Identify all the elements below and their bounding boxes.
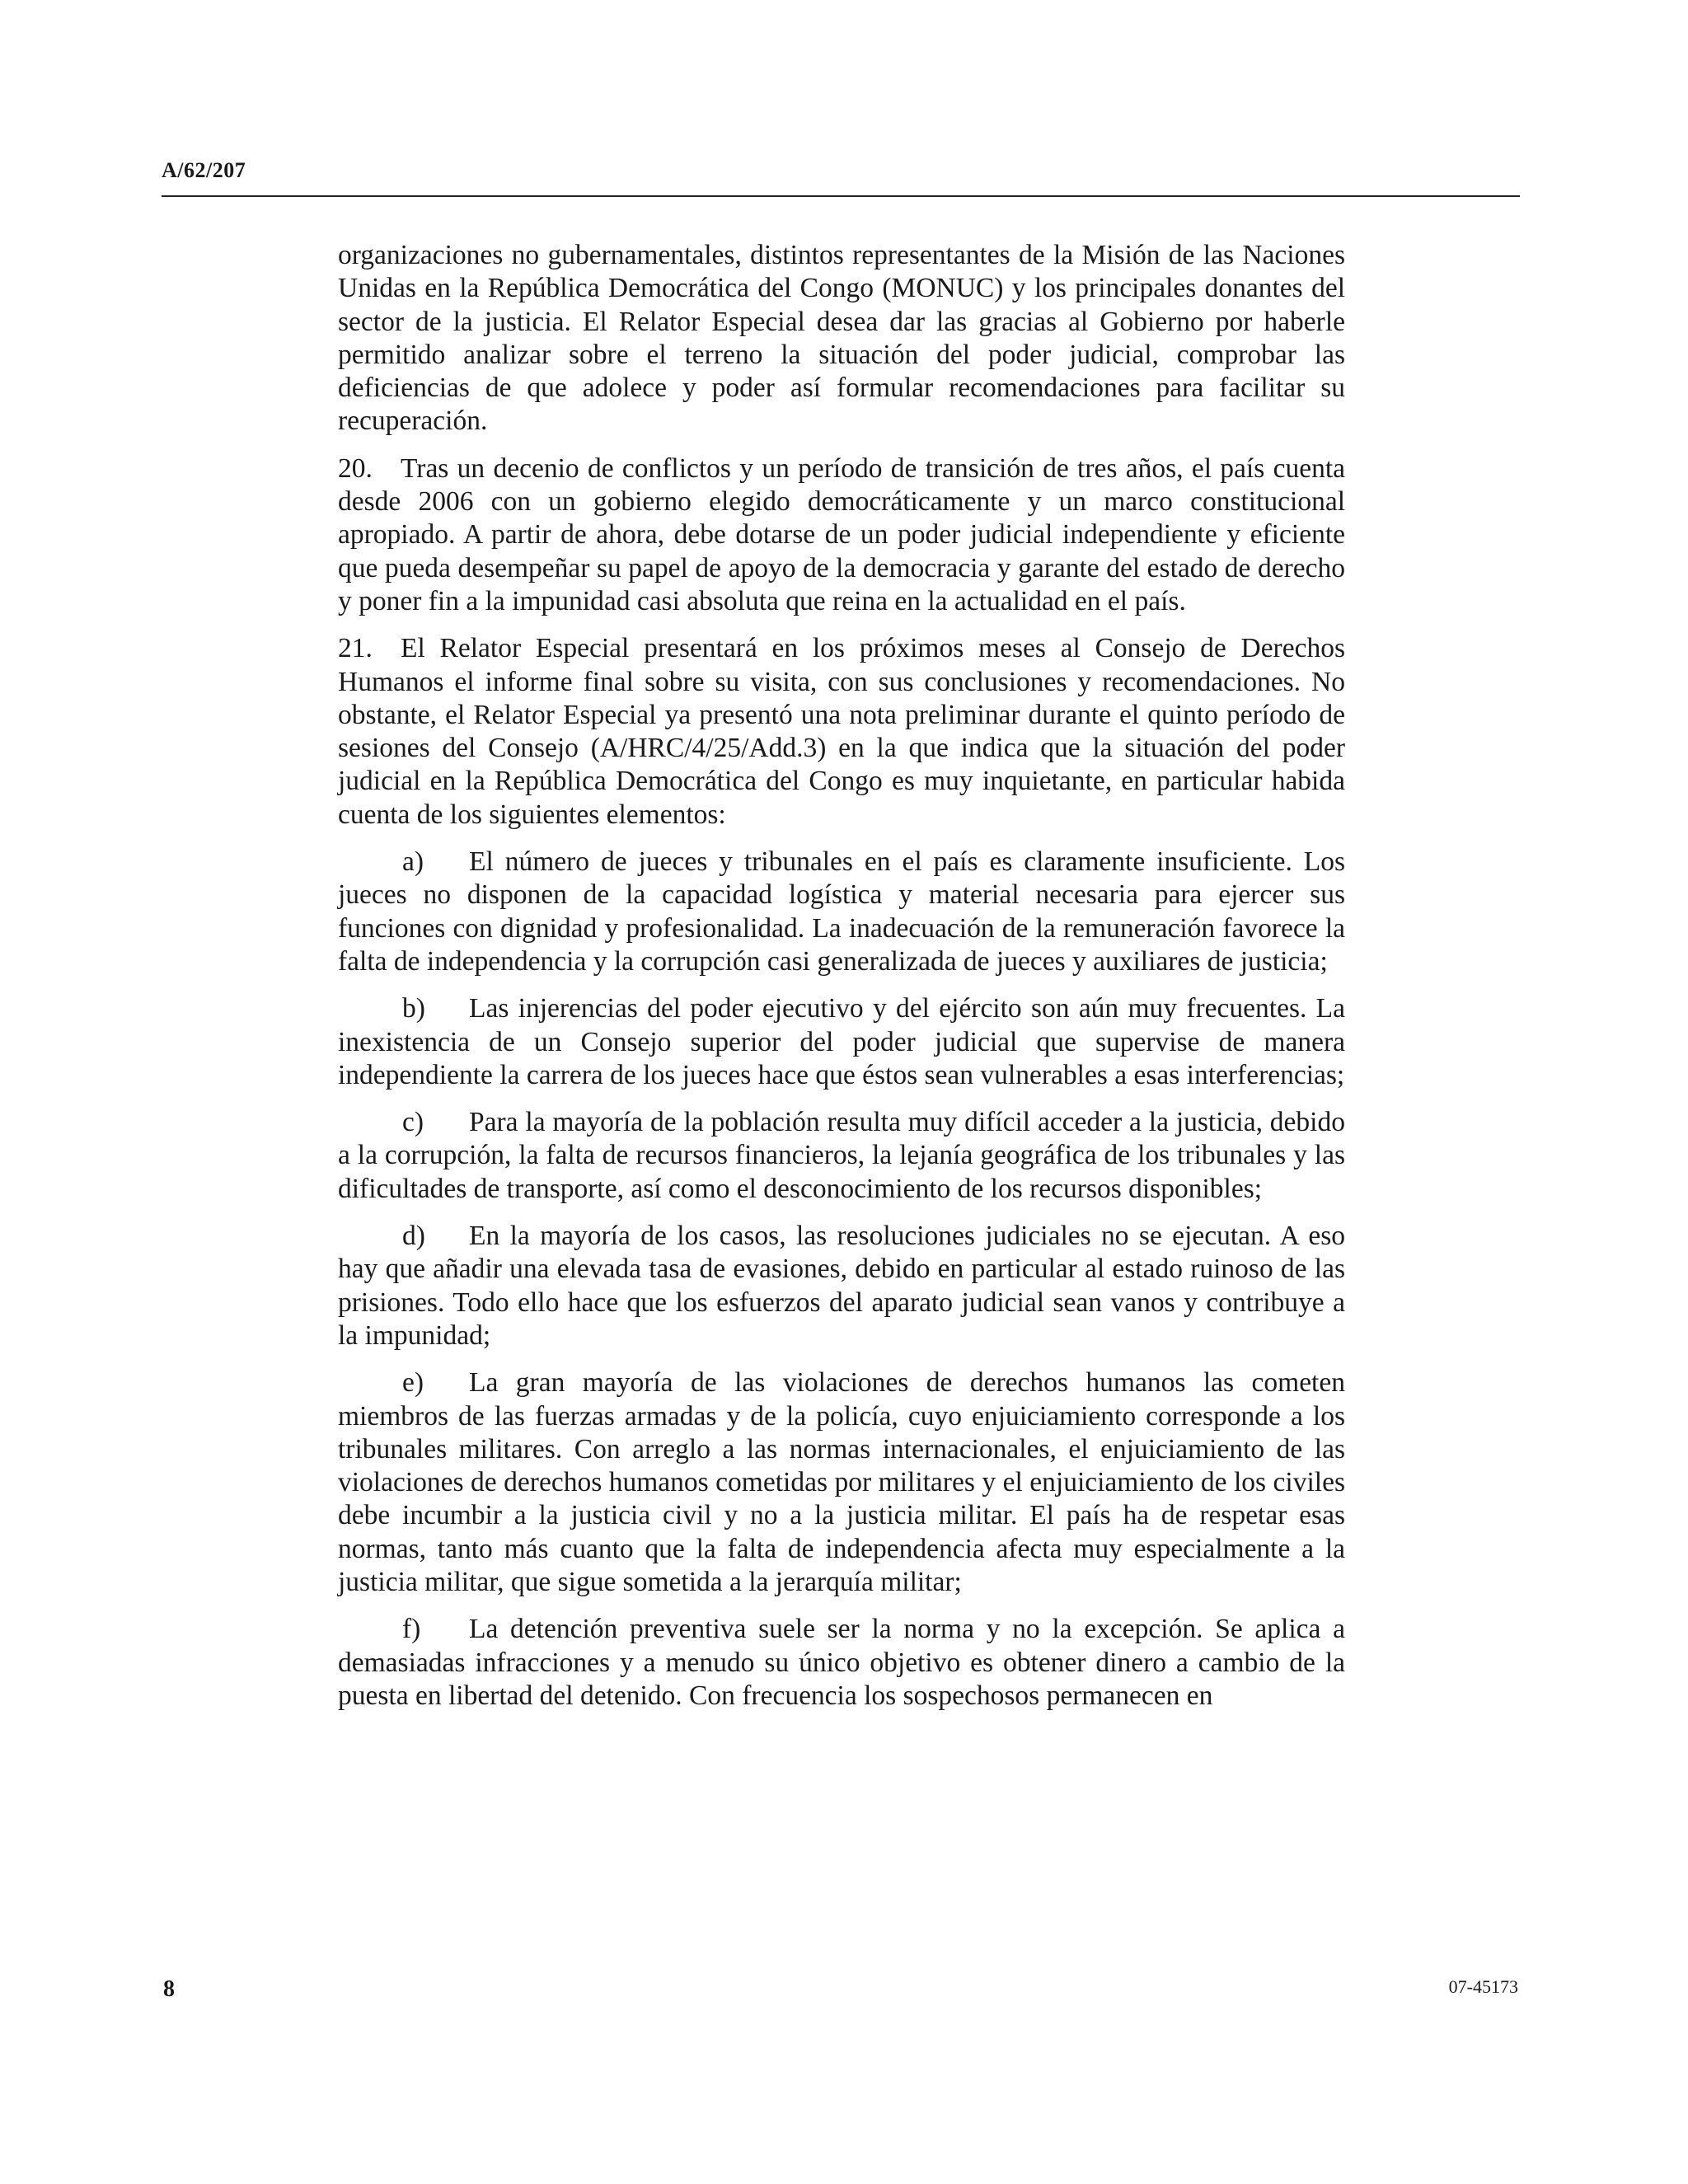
- list-item-b: [338, 992, 1345, 1092]
- paragraph-text: Tras un decenio de conflictos y un período de transición de tres años, el país cuenta desde 2006 con un gobierno elegido democráticamente y un marco constitucional apropiado. A partir de ahora, debe dotarse de un poder judicial independiente y eficiente que pueda desempeñar su papel de apoyo de la democracia y garante del estado de derecho y poner fin a la impunidad casi absoluta que reina en la actualidad en el país.: [338, 452, 1345, 616]
- list-item-a: [338, 846, 1345, 978]
- item-label: c): [402, 1107, 424, 1138]
- paragraph-20: [338, 452, 1345, 618]
- item-label: f): [402, 1614, 421, 1645]
- list-item-c: [338, 1106, 1345, 1206]
- document-code: 07-45173: [1448, 1976, 1518, 1997]
- document-symbol: A/62/207: [162, 158, 246, 182]
- header-rule: [162, 195, 1520, 197]
- item-text: Las injerencias del poder ejecutivo y del ejército son aún muy frecuentes. La inexistencia de un Consejo superior del poder judicial que supervise de manera independiente la carrera de los jueces hace que éstos sean vulnerables a esas interferencias;: [338, 993, 1345, 1090]
- item-text: La detención preventiva suele ser la norma y no la excepción. Se aplica a demasiadas infracciones y a menudo su único objetivo es obtener dinero a cambio de la puesta en libertad del detenido. Con frecuencia los sospechosos permanecen en: [338, 1614, 1345, 1711]
- document-body: [338, 239, 1345, 1727]
- item-label: d): [402, 1221, 425, 1252]
- item-text: En la mayoría de los casos, las resoluciones judiciales no se ejecutan. A eso hay que añadir una elevada tasa de evasiones, debido en particular al estado ruinoso de las prisiones. Todo ello hace que los esfuerzos del aparato judicial sean vanos y contribuye a la impunidad;: [338, 1221, 1345, 1351]
- item-text: La gran mayoría de las violaciones de derechos humanos las cometen miembros de las fuerzas armadas y de la policía, cuyo enjuiciamiento corresponde a los tribunales militares. Con arreglo a las normas internacionales, el enjuiciamiento de las violaciones de derechos humanos cometidas por militares y el enjuiciamiento de los civiles debe incumbir a la justicia civil y no a la justicia militar. El país ha de respetar esas normas, tanto más cuanto que la falta de independencia afecta muy especialmente a la justicia militar, que sigue sometida a la jerarquía militar;: [338, 1367, 1345, 1597]
- page-number: 8: [163, 1976, 175, 2002]
- item-label: b): [402, 993, 425, 1024]
- continuation-paragraph: organizaciones no gubernamentales, distintos representantes de la Misión de las Naciones Unidas en la República Democrática del Congo (MONUC) y los principales donantes del sector de la justicia. El Relator Especial desea dar las gracias al Gobierno por haberle permitido analizar sobre el terreno la situación del poder judicial, comprobar las deficiencias de que adolece y poder así formular recomendaciones para facilitar su recuperación.: [338, 240, 1345, 437]
- item-text: El número de jueces y tribunales en el país es claramente insuficiente. Los jueces no disponen de la capacidad logística y material necesaria para ejercer sus funciones con dignidad y profesionalidad. La inadecuación de la remuneración favorece la falta de independencia y la corrupción casi generalizada de jueces y auxiliares de justicia;: [338, 846, 1345, 977]
- list-item-d: [338, 1220, 1345, 1352]
- paragraph-21: [338, 632, 1345, 832]
- item-label: e): [402, 1367, 424, 1399]
- paragraph-number: 21.: [338, 633, 373, 664]
- list-item-e: [338, 1366, 1345, 1599]
- list-item-f: [338, 1613, 1345, 1713]
- item-label: a): [402, 846, 424, 878]
- item-text: Para la mayoría de la población resulta muy difícil acceder a la justicia, debido a la corrupción, la falta de recursos financieros, la lejanía geográfica de los tribunales y las dificultades de transporte, así como el desconocimiento de los recursos disponibles;: [338, 1107, 1345, 1204]
- paragraph-number: 20.: [338, 452, 373, 484]
- paragraph-text: El Relator Especial presentará en los próximos meses al Consejo de Derechos Humanos el informe final sobre su visita, con sus conclusiones y recomendaciones. No obstante, el Relator Especial ya presentó una nota preliminar durante el quinto período de sesiones del Consejo (A/HRC/4/25/Add.3) en la que indica que la situación del poder judicial en la República Democrática del Congo es muy inquietante, en particular habida cuenta de los siguientes elementos:: [338, 633, 1345, 830]
